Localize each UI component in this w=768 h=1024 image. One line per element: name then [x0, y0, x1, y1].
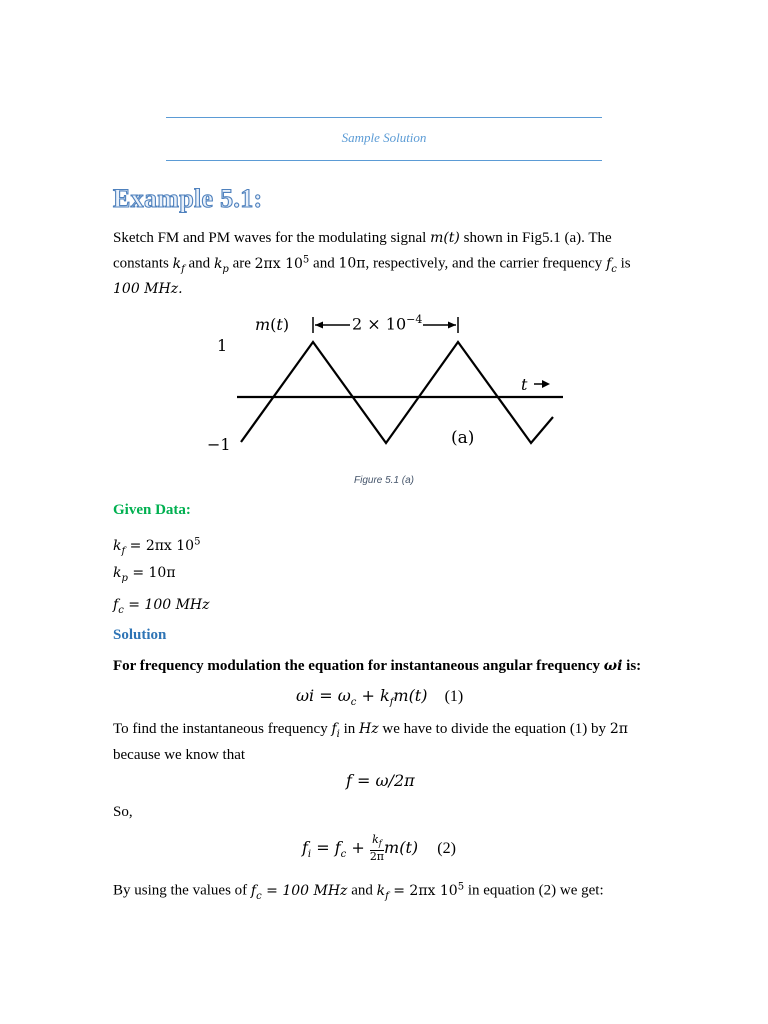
intro-paragraph: Sketch FM and PM waves for the modulating signal m(t) shown in Fig5.1 (a). The constants $k_f$ and $k_p$ are 2πx $10^5$ and 10π, respectively, and the carrier frequency $f_c$ is 100 MHz.	[113, 230, 631, 298]
figure-period-label: $2 \times 10^{-4}$	[352, 313, 423, 334]
header-rule-bottom	[166, 160, 602, 161]
given-data-title: Given Data:	[113, 502, 191, 518]
given-fc: $f_c = 100$ MHz	[113, 597, 210, 616]
header-rule-top	[166, 117, 602, 118]
figure-t-label: t	[521, 375, 528, 394]
equation-1: $\omega i = \omega_c + k_fm(t)$ (1)	[296, 686, 464, 709]
so-text: So,	[113, 804, 133, 820]
t-arrow-head	[542, 380, 550, 388]
signal-waveform	[241, 342, 553, 443]
figure-panel-label: (a)	[451, 428, 475, 448]
given-kf: $k_f = 2\pi x$ $10^5$	[113, 536, 201, 557]
solution-paragraph-1: To find the instantaneous frequency $f_i$ in Hz we have to divide the equation (1) by 2π because we know that	[113, 721, 628, 763]
example-heading: Example 5.1:	[113, 184, 263, 213]
header-title: Sample Solution	[341, 130, 427, 145]
figure-y-bottom: −1	[207, 435, 231, 454]
figure-caption: Figure 5.1 (a)	[353, 475, 415, 486]
fraction-kf-over-2pi: $\frac{k_f}{2\pi}$	[369, 833, 385, 864]
solution-title: Solution	[113, 627, 167, 643]
solution-paragraph-last: By using the values of $f_c = 100$ MHz and $k_f = 2\pi x$ $10^5$ in equation (2) we get:	[113, 881, 604, 902]
figure-y-top: 1	[217, 336, 228, 355]
equation-frequency: f = ω/2π	[346, 771, 415, 790]
figure-ylabel: m(t)	[255, 315, 290, 334]
given-kp: $k_p = 10\pi$	[113, 565, 176, 584]
solution-intro-line: For frequency modulation the equation for instantaneous angular frequency ωi is:	[113, 658, 642, 674]
equation-2: $f_i = f_c$ + $\frac{k_f}{2\pi}$ m(t) (2)	[302, 833, 456, 864]
